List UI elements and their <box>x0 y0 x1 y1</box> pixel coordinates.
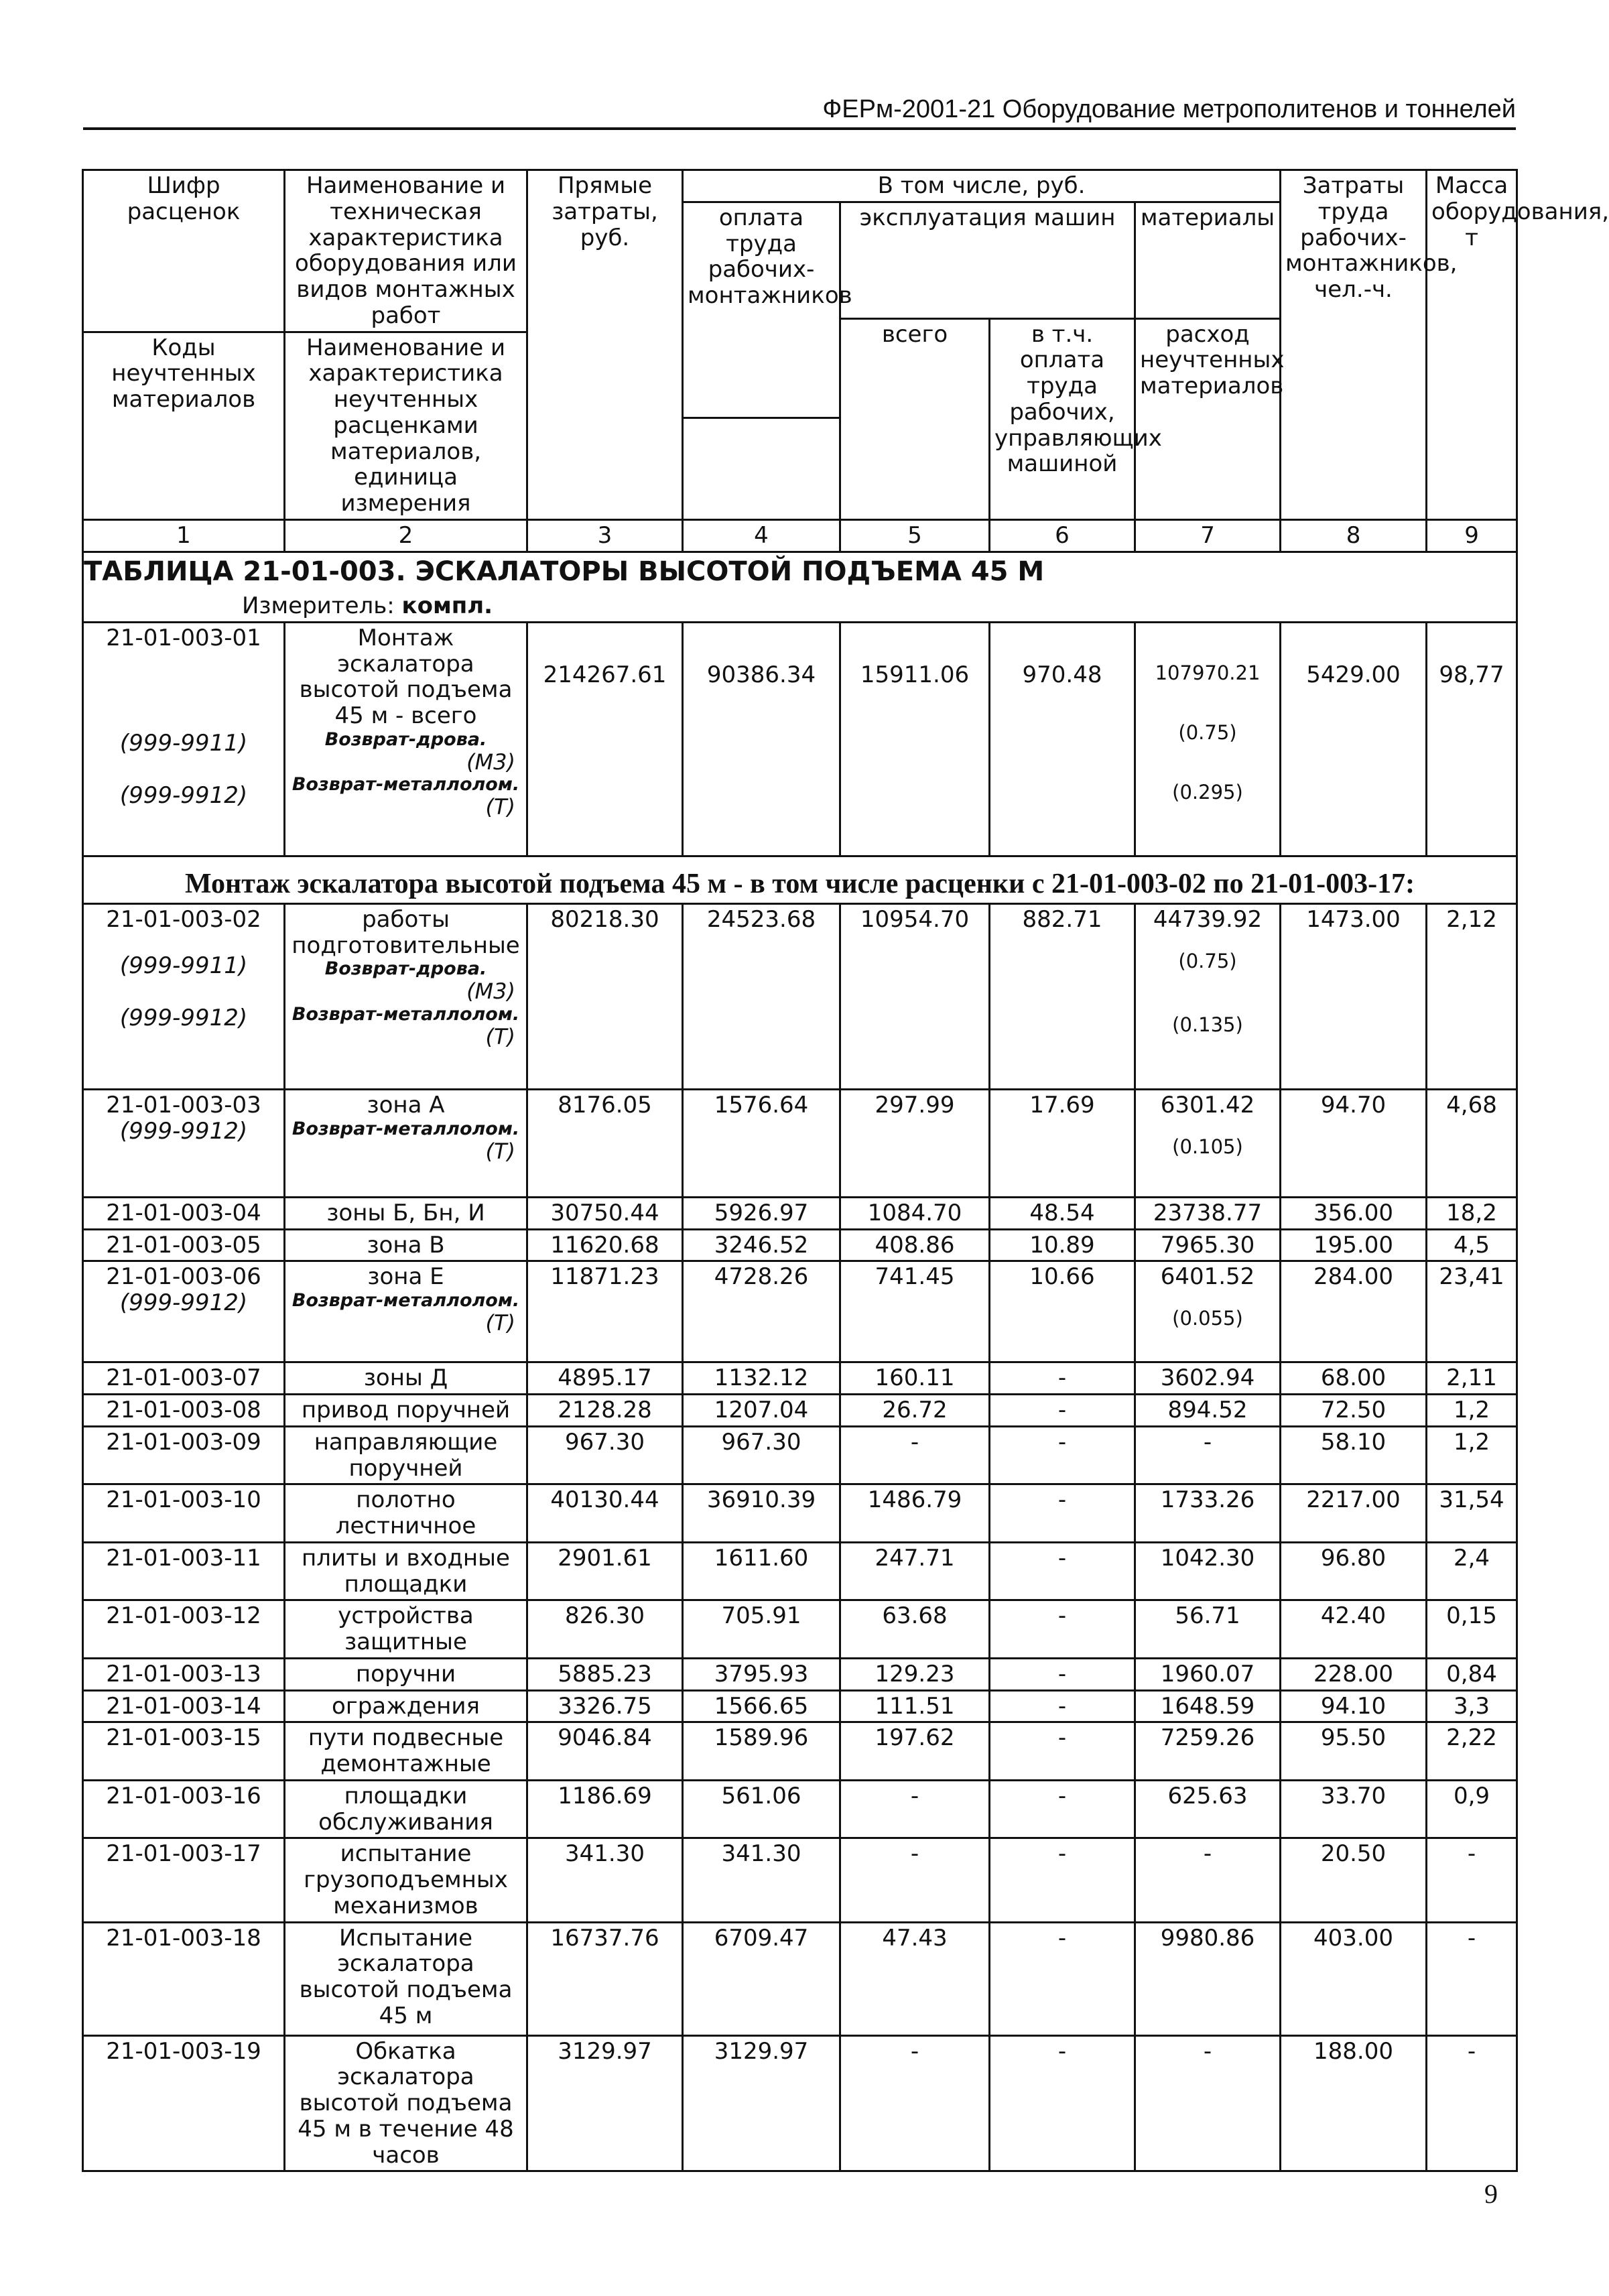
labor-pay: 1566.65 <box>683 1690 840 1722</box>
measure-value: компл. <box>401 592 493 620</box>
materials-cost: 3602.94 <box>1135 1362 1281 1395</box>
equipment-mass: - <box>1427 2035 1517 2171</box>
labor-hours: 195.00 <box>1281 1229 1427 1261</box>
material-name: Возврат-дрова. <box>324 958 487 980</box>
labor-hours: 5429.00 <box>1281 622 1427 856</box>
work-name: работы подготовительные <box>292 905 520 959</box>
work-name: зоны Б, Бн, И <box>285 1197 527 1229</box>
materials-cost: 625.63 <box>1135 1780 1281 1838</box>
table-row <box>83 1542 1517 1600</box>
machine-total: 111.51 <box>840 1690 990 1722</box>
labor-hours: 356.00 <box>1281 1197 1427 1229</box>
machine-total: 47.43 <box>840 1922 990 2035</box>
table-row <box>83 1484 1517 1543</box>
work-name: поручни <box>285 1658 527 1690</box>
rate-code: 21-01-003-18 <box>83 1922 285 2035</box>
rate-code: 21-01-003-03 <box>106 1091 261 1119</box>
col-head-codes: Коды неучтенных материалов <box>83 332 285 519</box>
equipment-mass: 23,41 <box>1427 1261 1517 1362</box>
rate-code: 21-01-003-14 <box>83 1690 285 1722</box>
work-name: направляющие поручней <box>285 1426 527 1484</box>
labor-hours: 228.00 <box>1281 1658 1427 1690</box>
labor-hours: 94.70 <box>1281 1089 1427 1197</box>
material-name: Возврат-металлолом. <box>292 1003 520 1025</box>
material-name: Возврат-металлолом. <box>292 774 520 795</box>
table-row <box>83 622 1517 856</box>
materials-cost: 44739.92 <box>1153 905 1263 933</box>
rate-code: 21-01-003-07 <box>83 1362 285 1395</box>
machine-total: - <box>840 1426 990 1484</box>
material-qty: (0.055) <box>1172 1307 1243 1330</box>
materials-cost: 6401.52 <box>1160 1263 1255 1291</box>
col-number: 4 <box>683 519 840 552</box>
col-number: 1 <box>83 519 285 552</box>
machine-total: 160.11 <box>840 1362 990 1395</box>
rate-code: 21-01-003-06 <box>106 1263 261 1291</box>
rate-code: 21-01-003-16 <box>83 1780 285 1838</box>
work-name: плиты и входные площадки <box>285 1542 527 1600</box>
machine-labor: 10.89 <box>990 1229 1135 1261</box>
col-head-cipher: Шифр расценок <box>83 170 285 332</box>
machine-total: 129.23 <box>840 1658 990 1690</box>
material-qty: (0.105) <box>1172 1135 1243 1158</box>
labor-hours: 20.50 <box>1281 1838 1427 1922</box>
machine-labor: - <box>990 1484 1135 1543</box>
material-qty: (0.75) <box>1178 720 1237 744</box>
work-name: зона В <box>285 1229 527 1261</box>
direct-cost: 9046.84 <box>527 1722 683 1781</box>
material-qty: (0.295) <box>1172 780 1243 804</box>
material-unit: (Т) <box>485 1310 515 1336</box>
direct-cost: 16737.76 <box>527 1922 683 2035</box>
material-unit: (Т) <box>485 1023 515 1049</box>
material-code: (999-9911) <box>119 729 248 757</box>
machine-total: 297.99 <box>840 1089 990 1197</box>
table-row <box>83 1426 1517 1484</box>
materials-cost: 107970.21 <box>1155 661 1261 684</box>
equipment-mass: 31,54 <box>1427 1484 1517 1543</box>
direct-cost: 3129.97 <box>527 2035 683 2171</box>
work-name: Обкатка эскалатора высотой подъема 45 м в течение 48 часов <box>285 2035 527 2171</box>
work-name: площадки обслуживания <box>285 1780 527 1838</box>
work-name: зоны Д <box>285 1362 527 1395</box>
machine-labor: - <box>990 1362 1135 1395</box>
work-name: испытание грузоподъемных механизмов <box>285 1838 527 1922</box>
material-code: (999-9912) <box>119 1289 248 1317</box>
direct-cost: 2901.61 <box>527 1542 683 1600</box>
work-name: полотно лестничное <box>285 1484 527 1543</box>
material-unit: (М3) <box>466 978 515 1005</box>
machine-total: 1486.79 <box>840 1484 990 1543</box>
machine-total: 63.68 <box>840 1600 990 1659</box>
machine-labor: 48.54 <box>990 1197 1135 1229</box>
equipment-mass: 0,9 <box>1427 1780 1517 1838</box>
machine-total: 741.45 <box>840 1261 990 1362</box>
col-number: 5 <box>840 519 990 552</box>
machine-total: - <box>840 1838 990 1922</box>
materials-cost: 6301.42 <box>1160 1091 1255 1119</box>
labor-hours: 42.40 <box>1281 1600 1427 1659</box>
material-qty: (0.135) <box>1172 1013 1243 1036</box>
rate-code: 21-01-003-08 <box>83 1395 285 1427</box>
machine-total: 197.62 <box>840 1722 990 1781</box>
equipment-mass: 18,2 <box>1427 1197 1517 1229</box>
labor-pay: 1132.12 <box>683 1362 840 1395</box>
labor-pay: 705.91 <box>683 1600 840 1659</box>
work-name: привод поручней <box>285 1395 527 1427</box>
table-row <box>83 1089 1517 1197</box>
labor-hours: 95.50 <box>1281 1722 1427 1781</box>
equipment-mass: 98,77 <box>1427 622 1517 856</box>
material-name: Возврат-металлолом. <box>292 1290 520 1312</box>
labor-pay: 1611.60 <box>683 1542 840 1600</box>
col-head-name-mat: Наименование и характеристика неучтенных расценками материалов, единица измерения <box>285 332 527 519</box>
labor-hours: 96.80 <box>1281 1542 1427 1600</box>
header-title: ФЕРм-2001-21 Оборудование метрополитенов и тоннелей <box>822 95 1516 123</box>
col-number: 8 <box>1281 519 1427 552</box>
col-head-including: В том числе, руб. <box>683 170 1281 202</box>
material-unit: (Т) <box>485 1138 515 1164</box>
table-row <box>83 1690 1517 1722</box>
col-head-direct: Прямые затраты, руб. <box>527 170 683 520</box>
direct-cost: 80218.30 <box>527 903 683 1089</box>
materials-cost: 1648.59 <box>1135 1690 1281 1722</box>
materials-cost: 894.52 <box>1135 1395 1281 1427</box>
equipment-mass: 4,5 <box>1427 1229 1517 1261</box>
labor-hours: 403.00 <box>1281 1922 1427 2035</box>
machine-labor: - <box>990 1690 1135 1722</box>
col-number: 2 <box>285 519 527 552</box>
labor-hours: 68.00 <box>1281 1362 1427 1395</box>
materials-cost: - <box>1135 1426 1281 1484</box>
work-name: Монтаж эскалатора высотой подъема 45 м - всего <box>299 624 513 730</box>
rate-code: 21-01-003-09 <box>83 1426 285 1484</box>
rate-code: 21-01-003-13 <box>83 1658 285 1690</box>
equipment-mass: 1,2 <box>1427 1395 1517 1427</box>
machine-labor: 17.69 <box>990 1089 1135 1197</box>
labor-pay: 5926.97 <box>683 1197 840 1229</box>
direct-cost: 967.30 <box>527 1426 683 1484</box>
work-name: зона А <box>367 1091 445 1119</box>
table-row <box>83 1722 1517 1781</box>
table-row <box>83 1261 1517 1362</box>
machine-labor: - <box>990 1838 1135 1922</box>
direct-cost: 3326.75 <box>527 1690 683 1722</box>
materials-cost: 1042.30 <box>1135 1542 1281 1600</box>
col-number: 3 <box>527 519 683 552</box>
rate-code: 21-01-003-04 <box>83 1197 285 1229</box>
table-row <box>83 903 1517 1089</box>
machine-total: 1084.70 <box>840 1197 990 1229</box>
direct-cost: 8176.05 <box>527 1089 683 1197</box>
material-name: Возврат-дрова. <box>324 728 487 750</box>
rate-code: 21-01-003-12 <box>83 1600 285 1659</box>
labor-pay: 3246.52 <box>683 1229 840 1261</box>
machine-total: - <box>840 1780 990 1838</box>
col-head-labor: оплата труда рабочих-монтажников <box>683 202 840 418</box>
table-row <box>83 1600 1517 1659</box>
table-row <box>83 1197 1517 1229</box>
materials-cost: 7259.26 <box>1135 1722 1281 1781</box>
labor-hours: 1473.00 <box>1281 903 1427 1089</box>
rate-code: 21-01-003-15 <box>83 1722 285 1781</box>
work-name: ограждения <box>285 1690 527 1722</box>
work-name: Испытание эскалатора высотой подъема 45 м <box>285 1922 527 2035</box>
running-header <box>83 95 1516 130</box>
equipment-mass: 4,68 <box>1427 1089 1517 1197</box>
labor-pay: 3129.97 <box>683 2035 840 2171</box>
materials-cost: 1960.07 <box>1135 1658 1281 1690</box>
rates-table <box>82 169 1609 2172</box>
equipment-mass: - <box>1427 1838 1517 1922</box>
direct-cost: 5885.23 <box>527 1658 683 1690</box>
labor-hours: 72.50 <box>1281 1395 1427 1427</box>
machine-total: 408.86 <box>840 1229 990 1261</box>
machine-labor: 10.66 <box>990 1261 1135 1362</box>
labor-hours: 33.70 <box>1281 1780 1427 1838</box>
machine-labor: - <box>990 1780 1135 1838</box>
table-row <box>83 1395 1517 1427</box>
direct-cost: 826.30 <box>527 1600 683 1659</box>
labor-hours: 94.10 <box>1281 1690 1427 1722</box>
material-code: (999-9911) <box>119 952 248 979</box>
material-qty: (0.75) <box>1178 949 1237 972</box>
work-name: зона Е <box>367 1263 444 1291</box>
equipment-mass: 2,22 <box>1427 1722 1517 1781</box>
table-row <box>83 1780 1517 1838</box>
machine-labor: - <box>990 1426 1135 1484</box>
table-row <box>83 1229 1517 1261</box>
column-number-row <box>83 519 1517 552</box>
direct-cost: 11871.23 <box>527 1261 683 1362</box>
machine-labor: - <box>990 1722 1135 1781</box>
materials-cost: 7965.30 <box>1135 1229 1281 1261</box>
direct-cost: 341.30 <box>527 1838 683 1922</box>
labor-hours: 2217.00 <box>1281 1484 1427 1543</box>
machine-labor: - <box>990 1542 1135 1600</box>
rate-code: 21-01-003-01 <box>106 624 261 651</box>
machine-labor: 970.48 <box>990 622 1135 856</box>
rate-code: 21-01-003-02 <box>106 905 261 933</box>
table-row <box>83 1362 1517 1395</box>
machine-total: 10954.70 <box>840 903 990 1089</box>
measure-label: Измеритель: <box>242 592 395 620</box>
rate-code: 21-01-003-05 <box>83 1229 285 1261</box>
col-head-name-tech: Наименование и техническая характеристика оборудования или видов монтажных работ <box>285 170 527 332</box>
col-number: 7 <box>1135 519 1281 552</box>
col-head-machines: эксплуатация машин <box>840 202 1135 318</box>
col-number: 9 <box>1427 519 1517 552</box>
equipment-mass: 0,15 <box>1427 1600 1517 1659</box>
direct-cost: 214267.61 <box>527 622 683 856</box>
material-code: (999-9912) <box>119 1117 248 1145</box>
col-head-mass: Масса оборудования, т <box>1427 170 1517 520</box>
direct-cost: 30750.44 <box>527 1197 683 1229</box>
material-name: Возврат-металлолом. <box>292 1118 520 1139</box>
materials-cost: 9980.86 <box>1135 1922 1281 2035</box>
labor-pay: 24523.68 <box>683 903 840 1089</box>
machine-labor: - <box>990 2035 1135 2171</box>
labor-pay: 341.30 <box>683 1838 840 1922</box>
page-number: 9 <box>1484 2179 1498 2209</box>
col-head-materials: материалы <box>1135 202 1281 318</box>
material-unit: (М3) <box>466 749 515 775</box>
direct-cost: 1186.69 <box>527 1780 683 1838</box>
col-head-unaccounted: расход неучтенных материалов <box>1135 318 1281 519</box>
col-head-total: всего <box>840 318 990 519</box>
direct-cost: 4895.17 <box>527 1362 683 1395</box>
machine-labor: - <box>990 1658 1135 1690</box>
equipment-mass: 0,84 <box>1427 1658 1517 1690</box>
labor-hours: 188.00 <box>1281 2035 1427 2171</box>
measure-row <box>83 591 1517 622</box>
labor-pay: 1589.96 <box>683 1722 840 1781</box>
machine-labor: 882.71 <box>990 903 1135 1089</box>
machine-labor: - <box>990 1600 1135 1659</box>
col-number: 6 <box>990 519 1135 552</box>
table-row <box>83 2035 1517 2171</box>
labor-pay: 561.06 <box>683 1780 840 1838</box>
equipment-mass: 3,3 <box>1427 1690 1517 1722</box>
labor-pay: 1576.64 <box>683 1089 840 1197</box>
labor-hours: 58.10 <box>1281 1426 1427 1484</box>
material-code: (999-9912) <box>119 782 248 810</box>
table-row <box>83 1838 1517 1922</box>
equipment-mass: 2,12 <box>1427 903 1517 1089</box>
work-name: устройства защитные <box>285 1600 527 1659</box>
equipment-mass: - <box>1427 1922 1517 2035</box>
rate-code: 21-01-003-17 <box>83 1838 285 1922</box>
materials-cost: 56.71 <box>1135 1600 1281 1659</box>
direct-cost: 40130.44 <box>527 1484 683 1543</box>
material-unit: (Т) <box>485 794 515 820</box>
labor-pay: 36910.39 <box>683 1484 840 1543</box>
direct-cost: 11620.68 <box>527 1229 683 1261</box>
direct-cost: 2128.28 <box>527 1395 683 1427</box>
machine-labor: - <box>990 1922 1135 2035</box>
machine-total: 26.72 <box>840 1395 990 1427</box>
machine-labor: - <box>990 1395 1135 1427</box>
table-title: ТАБЛИЦА 21-01-003. ЭСКАЛАТОРЫ ВЫСОТОЙ ПОДЪЕМА 45 М <box>83 552 1517 591</box>
labor-pay: 967.30 <box>683 1426 840 1484</box>
materials-cost: 23738.77 <box>1135 1197 1281 1229</box>
labor-pay: 6709.47 <box>683 1922 840 2035</box>
material-code: (999-9912) <box>119 1005 248 1032</box>
machine-total: 15911.06 <box>840 622 990 856</box>
labor-hours: 284.00 <box>1281 1261 1427 1362</box>
rate-code: 21-01-003-11 <box>83 1542 285 1600</box>
equipment-mass: 2,11 <box>1427 1362 1517 1395</box>
work-name: пути подвесные демонтажные <box>285 1722 527 1781</box>
equipment-mass: 2,4 <box>1427 1542 1517 1600</box>
rate-code: 21-01-003-10 <box>83 1484 285 1543</box>
labor-pay: 90386.34 <box>683 622 840 856</box>
materials-cost: - <box>1135 2035 1281 2171</box>
labor-pay: 1207.04 <box>683 1395 840 1427</box>
subheading: Монтаж эскалатора высотой подъема 45 м - в том числе расценки с 21-01-003-02 по 21-01-003-17: <box>83 856 1517 903</box>
labor-pay: 3795.93 <box>683 1658 840 1690</box>
col-head-labor-cost: Затраты труда рабочих-монтажников, чел.-ч. <box>1281 170 1427 520</box>
labor-pay: 4728.26 <box>683 1261 840 1362</box>
materials-cost: 1733.26 <box>1135 1484 1281 1543</box>
table-row <box>83 1922 1517 2035</box>
col-head-incl-labor: в т.ч. оплата труда рабочих, управляющих машиной <box>990 318 1135 519</box>
materials-cost: - <box>1135 1838 1281 1922</box>
machine-total: - <box>840 2035 990 2171</box>
equipment-mass: 1,2 <box>1427 1426 1517 1484</box>
rate-code: 21-01-003-19 <box>83 2035 285 2171</box>
machine-total: 247.71 <box>840 1542 990 1600</box>
table-row <box>83 1658 1517 1690</box>
